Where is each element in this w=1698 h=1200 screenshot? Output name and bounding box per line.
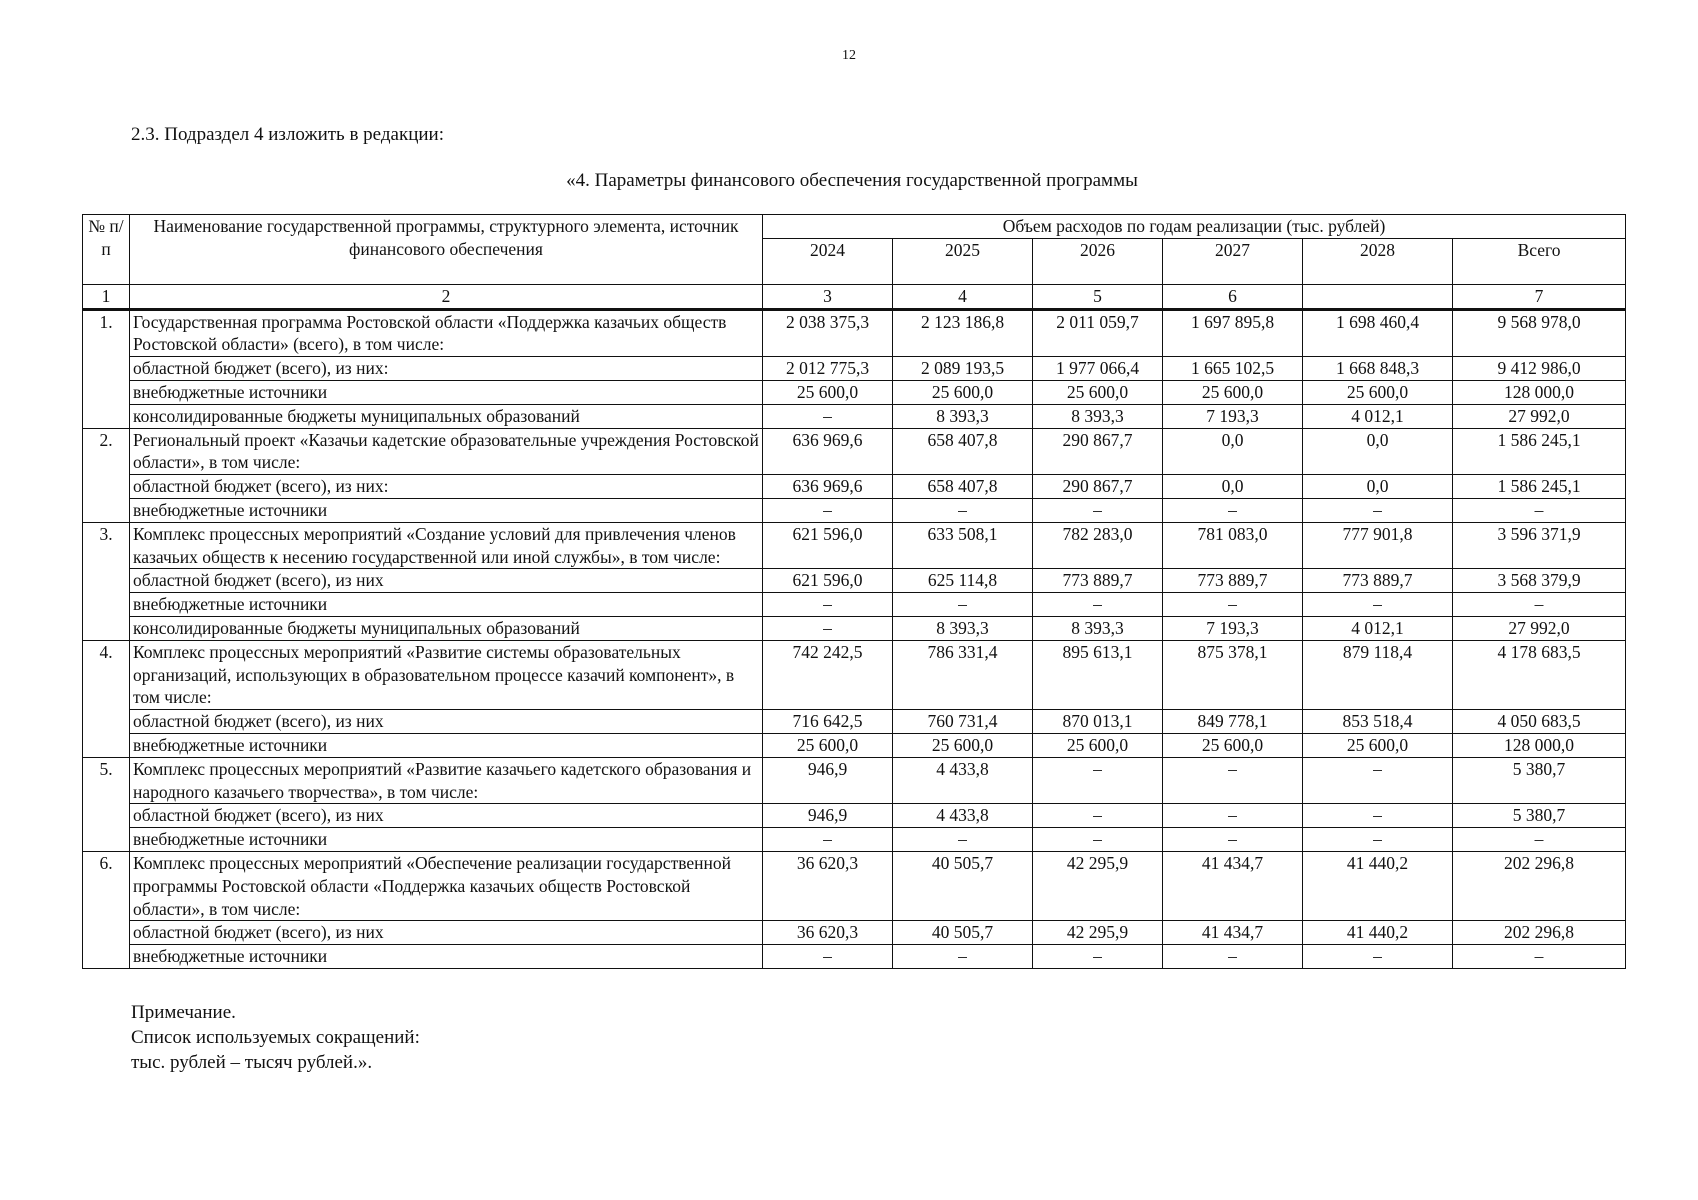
note-title: Примечание. bbox=[131, 1002, 236, 1023]
row-value: 8 393,3 bbox=[893, 616, 1033, 640]
row-total: – bbox=[1453, 593, 1626, 617]
row-name: Комплекс процессных мероприятий «Обеспечение реализации государственной программы Ростовской области «Поддержка казачьих обществ Ростовской области», в том числе: bbox=[130, 851, 763, 920]
column-number: 4 bbox=[893, 284, 1033, 309]
row-total: – bbox=[1453, 945, 1626, 969]
row-value: 1 698 460,4 bbox=[1303, 309, 1453, 357]
row-total: 1 586 245,1 bbox=[1453, 475, 1626, 499]
row-value: 41 434,7 bbox=[1163, 921, 1303, 945]
row-value: 716 642,5 bbox=[763, 710, 893, 734]
table-row bbox=[83, 522, 1626, 569]
row-value: 1 697 895,8 bbox=[1163, 309, 1303, 357]
row-value: 742 242,5 bbox=[763, 640, 893, 709]
header-year: 2028 bbox=[1303, 238, 1453, 284]
row-total: 128 000,0 bbox=[1453, 733, 1626, 757]
row-value: 0,0 bbox=[1303, 475, 1453, 499]
row-total: 202 296,8 bbox=[1453, 851, 1626, 920]
row-total: – bbox=[1453, 498, 1626, 522]
column-numbers-row bbox=[83, 284, 1626, 309]
row-value: 42 295,9 bbox=[1033, 921, 1163, 945]
row-value: 879 118,4 bbox=[1303, 640, 1453, 709]
section-title: «4. Параметры финансового обеспечения государственной программы bbox=[566, 170, 1138, 191]
row-number: 5. bbox=[83, 757, 130, 851]
row-value: 781 083,0 bbox=[1163, 522, 1303, 569]
row-value: 8 393,3 bbox=[893, 404, 1033, 428]
row-value: 290 867,7 bbox=[1033, 428, 1163, 475]
row-value: – bbox=[763, 404, 893, 428]
table-subrow bbox=[83, 710, 1626, 734]
row-value: 25 600,0 bbox=[893, 733, 1033, 757]
row-value: – bbox=[763, 828, 893, 852]
row-value: 25 600,0 bbox=[763, 733, 893, 757]
row-value: – bbox=[1303, 757, 1453, 804]
row-value: 25 600,0 bbox=[1163, 733, 1303, 757]
page-number: 12 bbox=[842, 48, 856, 63]
row-name: внебюджетные источники bbox=[130, 945, 763, 969]
row-value: – bbox=[763, 616, 893, 640]
row-name: Комплекс процессных мероприятий «Создание условий для привлечения членов казачьих обществ к несению государственной или иной службы», в том числе: bbox=[130, 522, 763, 569]
row-value: 853 518,4 bbox=[1303, 710, 1453, 734]
row-value: 870 013,1 bbox=[1033, 710, 1163, 734]
row-value: 636 969,6 bbox=[763, 475, 893, 499]
row-value: 621 596,0 bbox=[763, 569, 893, 593]
row-value: 1 665 102,5 bbox=[1163, 357, 1303, 381]
row-value: 946,9 bbox=[763, 804, 893, 828]
row-total: 9 568 978,0 bbox=[1453, 309, 1626, 357]
row-value: 621 596,0 bbox=[763, 522, 893, 569]
row-value: – bbox=[893, 498, 1033, 522]
row-value: – bbox=[893, 593, 1033, 617]
row-value: – bbox=[1033, 828, 1163, 852]
row-value: 1 668 848,3 bbox=[1303, 357, 1453, 381]
table-subrow bbox=[83, 828, 1626, 852]
table-subrow bbox=[83, 804, 1626, 828]
row-total: 27 992,0 bbox=[1453, 616, 1626, 640]
row-total: 4 178 683,5 bbox=[1453, 640, 1626, 709]
row-value: 2 038 375,3 bbox=[763, 309, 893, 357]
row-value: 25 600,0 bbox=[1303, 733, 1453, 757]
row-value: 777 901,8 bbox=[1303, 522, 1453, 569]
header-year: 2027 bbox=[1163, 238, 1303, 284]
row-value: 786 331,4 bbox=[893, 640, 1033, 709]
row-name: внебюджетные источники bbox=[130, 380, 763, 404]
row-name: Комплекс процессных мероприятий «Развитие системы образовательных организаций, использующих в образовательном процессе казачий компонент», в том числе: bbox=[130, 640, 763, 709]
row-value: 1 977 066,4 bbox=[1033, 357, 1163, 381]
row-total: – bbox=[1453, 828, 1626, 852]
row-value: 773 889,7 bbox=[1033, 569, 1163, 593]
row-name: областной бюджет (всего), из них: bbox=[130, 357, 763, 381]
row-value: – bbox=[893, 945, 1033, 969]
row-value: – bbox=[1163, 804, 1303, 828]
row-value: 4 012,1 bbox=[1303, 404, 1453, 428]
row-value: 40 505,7 bbox=[893, 851, 1033, 920]
row-name: Комплекс процессных мероприятий «Развитие казачьего кадетского образования и народного казачьего творчества», в том числе: bbox=[130, 757, 763, 804]
row-value: 658 407,8 bbox=[893, 428, 1033, 475]
column-number: 1 bbox=[83, 284, 130, 309]
row-value: – bbox=[1303, 828, 1453, 852]
row-value: 895 613,1 bbox=[1033, 640, 1163, 709]
row-name: внебюджетные источники bbox=[130, 733, 763, 757]
row-value: – bbox=[1033, 804, 1163, 828]
row-value: – bbox=[1033, 945, 1163, 969]
row-value: 40 505,7 bbox=[893, 921, 1033, 945]
row-name: областной бюджет (всего), из них bbox=[130, 569, 763, 593]
row-total: 4 050 683,5 bbox=[1453, 710, 1626, 734]
table-row bbox=[83, 851, 1626, 920]
column-number: 2 bbox=[130, 284, 763, 309]
row-name: областной бюджет (всего), из них bbox=[130, 804, 763, 828]
row-value: 41 434,7 bbox=[1163, 851, 1303, 920]
row-total: 1 586 245,1 bbox=[1453, 428, 1626, 475]
header-year: 2024 bbox=[763, 238, 893, 284]
row-value: – bbox=[1303, 593, 1453, 617]
row-name: консолидированные бюджеты муниципальных образований bbox=[130, 404, 763, 428]
row-value: – bbox=[1303, 498, 1453, 522]
note bbox=[131, 1000, 420, 1075]
row-value: 2 123 186,8 bbox=[893, 309, 1033, 357]
table-subrow bbox=[83, 733, 1626, 757]
row-value: 25 600,0 bbox=[1303, 380, 1453, 404]
table-row bbox=[83, 309, 1626, 357]
column-number: 6 bbox=[1163, 284, 1303, 309]
row-value: 875 378,1 bbox=[1163, 640, 1303, 709]
row-value: 41 440,2 bbox=[1303, 921, 1453, 945]
row-value: – bbox=[893, 828, 1033, 852]
row-total: 5 380,7 bbox=[1453, 757, 1626, 804]
row-value: 946,9 bbox=[763, 757, 893, 804]
row-name: внебюджетные источники bbox=[130, 828, 763, 852]
row-value: – bbox=[1033, 757, 1163, 804]
row-value: 25 600,0 bbox=[763, 380, 893, 404]
table-body bbox=[83, 309, 1626, 968]
row-value: 25 600,0 bbox=[893, 380, 1033, 404]
row-value: 0,0 bbox=[1303, 428, 1453, 475]
note-line: тыс. рублей – тысяч рублей.». bbox=[131, 1052, 373, 1073]
row-value: 36 620,3 bbox=[763, 921, 893, 945]
column-number bbox=[1303, 284, 1453, 309]
row-value: 4 433,8 bbox=[893, 757, 1033, 804]
row-value: 2 089 193,5 bbox=[893, 357, 1033, 381]
financing-table bbox=[82, 214, 1626, 969]
row-total: 9 412 986,0 bbox=[1453, 357, 1626, 381]
table-subrow bbox=[83, 569, 1626, 593]
row-value: 8 393,3 bbox=[1033, 616, 1163, 640]
note-line: Список используемых сокращений: bbox=[131, 1027, 420, 1048]
row-value: 2 012 775,3 bbox=[763, 357, 893, 381]
row-value: 2 011 059,7 bbox=[1033, 309, 1163, 357]
row-number: 6. bbox=[83, 851, 130, 968]
row-total: 27 992,0 bbox=[1453, 404, 1626, 428]
row-value: – bbox=[1163, 593, 1303, 617]
row-value: 782 283,0 bbox=[1033, 522, 1163, 569]
row-value: 4 012,1 bbox=[1303, 616, 1453, 640]
column-number: 3 bbox=[763, 284, 893, 309]
row-name: Государственная программа Ростовской области «Поддержка казачьих обществ Ростовской области» (всего), в том числе: bbox=[130, 309, 763, 357]
row-value: 636 969,6 bbox=[763, 428, 893, 475]
row-name: областной бюджет (всего), из них: bbox=[130, 475, 763, 499]
header-year: 2025 bbox=[893, 238, 1033, 284]
row-name: внебюджетные источники bbox=[130, 593, 763, 617]
row-value: – bbox=[1033, 593, 1163, 617]
row-value: 7 193,3 bbox=[1163, 404, 1303, 428]
header-num: № п/п bbox=[83, 215, 130, 285]
table-subrow bbox=[83, 498, 1626, 522]
table-subrow bbox=[83, 475, 1626, 499]
row-total: 128 000,0 bbox=[1453, 380, 1626, 404]
row-value: – bbox=[763, 593, 893, 617]
row-value: – bbox=[763, 945, 893, 969]
row-value: – bbox=[1163, 828, 1303, 852]
row-name: областной бюджет (всего), из них bbox=[130, 921, 763, 945]
table-row bbox=[83, 640, 1626, 709]
table-subrow bbox=[83, 593, 1626, 617]
row-number: 2. bbox=[83, 428, 130, 522]
header-name: Наименование государственной программы, структурного элемента, источник финансового обеспечения bbox=[130, 215, 763, 285]
row-number: 1. bbox=[83, 309, 130, 428]
row-value: 290 867,7 bbox=[1033, 475, 1163, 499]
row-total: 202 296,8 bbox=[1453, 921, 1626, 945]
table-subrow bbox=[83, 357, 1626, 381]
header-year: 2026 bbox=[1033, 238, 1163, 284]
table-subrow bbox=[83, 380, 1626, 404]
header-total: Всего bbox=[1453, 238, 1626, 284]
row-value: – bbox=[1303, 804, 1453, 828]
row-value: 36 620,3 bbox=[763, 851, 893, 920]
row-value: 0,0 bbox=[1163, 475, 1303, 499]
table-subrow bbox=[83, 921, 1626, 945]
row-value: 0,0 bbox=[1163, 428, 1303, 475]
row-name: Региональный проект «Казачьи кадетские образовательные учреждения Ростовской области», в том числе: bbox=[130, 428, 763, 475]
row-name: консолидированные бюджеты муниципальных образований bbox=[130, 616, 763, 640]
row-value: 42 295,9 bbox=[1033, 851, 1163, 920]
row-value: 8 393,3 bbox=[1033, 404, 1163, 428]
row-value: 7 193,3 bbox=[1163, 616, 1303, 640]
row-value: – bbox=[1163, 757, 1303, 804]
row-value: 633 508,1 bbox=[893, 522, 1033, 569]
row-value: 4 433,8 bbox=[893, 804, 1033, 828]
table-row bbox=[83, 757, 1626, 804]
row-value: 41 440,2 bbox=[1303, 851, 1453, 920]
row-value: 773 889,7 bbox=[1303, 569, 1453, 593]
table-row bbox=[83, 428, 1626, 475]
column-number: 7 bbox=[1453, 284, 1626, 309]
row-value: – bbox=[1033, 498, 1163, 522]
table-subrow bbox=[83, 404, 1626, 428]
row-number: 3. bbox=[83, 522, 130, 640]
table-subrow bbox=[83, 945, 1626, 969]
row-value: 849 778,1 bbox=[1163, 710, 1303, 734]
row-total: 5 380,7 bbox=[1453, 804, 1626, 828]
row-value: 625 114,8 bbox=[893, 569, 1033, 593]
row-total: 3 596 371,9 bbox=[1453, 522, 1626, 569]
row-value: – bbox=[763, 498, 893, 522]
row-number: 4. bbox=[83, 640, 130, 757]
table-subrow bbox=[83, 616, 1626, 640]
column-number: 5 bbox=[1033, 284, 1163, 309]
row-value: 760 731,4 bbox=[893, 710, 1033, 734]
header-expenses-group: Объем расходов по годам реализации (тыс. рублей) bbox=[763, 215, 1626, 239]
row-value: – bbox=[1163, 945, 1303, 969]
row-name: областной бюджет (всего), из них bbox=[130, 710, 763, 734]
row-value: – bbox=[1303, 945, 1453, 969]
row-value: – bbox=[1163, 498, 1303, 522]
row-value: 773 889,7 bbox=[1163, 569, 1303, 593]
row-total: 3 568 379,9 bbox=[1453, 569, 1626, 593]
row-value: 658 407,8 bbox=[893, 475, 1033, 499]
row-value: 25 600,0 bbox=[1033, 380, 1163, 404]
row-value: 25 600,0 bbox=[1163, 380, 1303, 404]
row-value: 25 600,0 bbox=[1033, 733, 1163, 757]
intro-text: 2.3. Подраздел 4 изложить в редакции: bbox=[131, 124, 444, 145]
row-name: внебюджетные источники bbox=[130, 498, 763, 522]
